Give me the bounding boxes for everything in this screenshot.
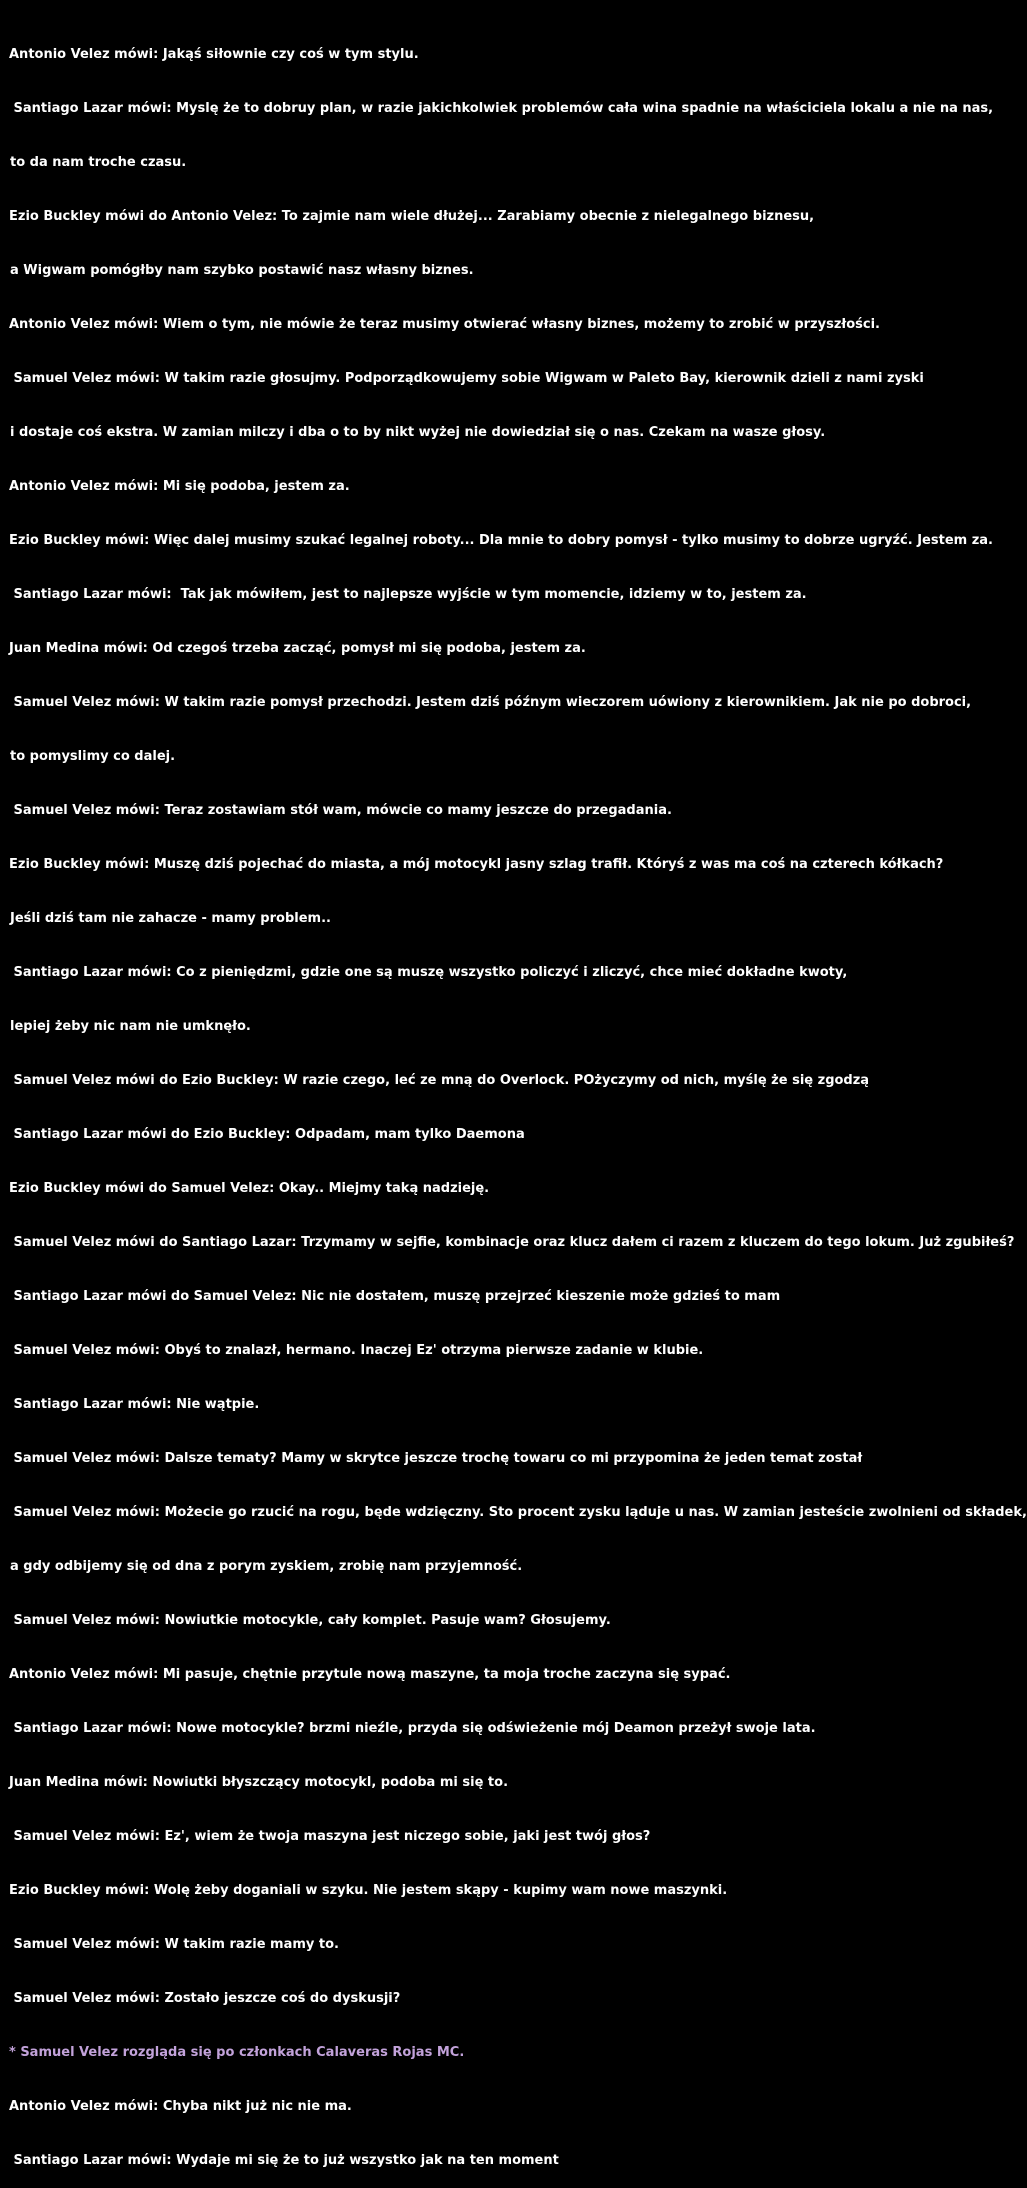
chat-line: Ezio Buckley mówi do Antonio Velez: To zajmie nam wiele dłużej... Zarabiamy obecnie z nielegalnego biznesu, <box>9 209 815 224</box>
chat-line-action: * Samuel Velez rozgląda się po członkach Calaveras Rojas MC. <box>9 2045 465 2060</box>
chat-line-continuation: a Wigwam pomógłby nam szybko postawić nasz własny biznes. <box>10 263 474 278</box>
chat-line-continuation: a gdy odbijemy się od dna z porym zyskiem, zrobię nam przyjemność. <box>10 1559 523 1574</box>
chat-line: Samuel Velez mówi: Ez', wiem że twoja maszyna jest niczego sobie, jaki jest twój głos? <box>9 1829 651 1844</box>
chat-line: Santiago Lazar mówi do Samuel Velez: Nic nie dostałem, muszę przejrzeć kieszenie może gdzieś to mam <box>9 1289 781 1304</box>
chat-line: Ezio Buckley mówi do Samuel Velez: Okay.. Miejmy taką nadzieję. <box>9 1181 490 1196</box>
chat-line: Santiago Lazar mówi: Wydaje mi się że to już wszystko jak na ten moment <box>9 2153 559 2168</box>
chat-line: Antonio Velez mówi: Chyba nikt już nic nie ma. <box>9 2099 352 2114</box>
chat-line: Santiago Lazar mówi: Nowe motocykle? brzmi nieźle, przyda się odświeżenie mój Deamon przeżył swoje lata. <box>9 1721 816 1736</box>
chat-line: Santiago Lazar mówi: Tak jak mówiłem, jest to najlepsze wyjście w tym momencie, idziemy w to, jestem za. <box>9 587 807 602</box>
chat-line-continuation: to pomyslimy co dalej. <box>10 749 176 764</box>
chat-line: Samuel Velez mówi: W takim razie mamy to. <box>9 1937 339 1952</box>
chat-line: Samuel Velez mówi: Dalsze tematy? Mamy w skrytce jeszcze trochę towaru co mi przypomina że jeden temat został <box>9 1451 863 1466</box>
chat-line: Antonio Velez mówi: Jakąś siłownie czy coś w tym stylu. <box>9 47 419 62</box>
chat-line: Samuel Velez mówi do Santiago Lazar: Trzymamy w sejfie, kombinacje oraz klucz dałem ci razem z kluczem do tego lokum. Już zgubiłeś? <box>9 1235 1015 1250</box>
chat-line: Santiago Lazar mówi: Co z pieniędzmi, gdzie one są muszę wszystko policzyć i zliczyć, chce mieć dokładne kwoty, <box>9 965 848 980</box>
chat-line: Juan Medina mówi: Od czegoś trzeba zacząć, pomysł mi się podoba, jestem za. <box>9 641 586 656</box>
chat-line: Santiago Lazar mówi: Myslę że to dobruy plan, w razie jakichkolwiek problemów cała wina spadnie na właściciela lokalu a nie na nas, <box>9 101 994 116</box>
chat-line-continuation: i dostaje coś ekstra. W zamian milczy i dba o to by nikt wyżej nie dowiedział się o nas. Czekam na wasze głosy. <box>10 425 826 440</box>
chat-line: Ezio Buckley mówi: Muszę dziś pojechać do miasta, a mój motocykl jasny szlag trafił. Któryś z was ma coś na czterech kółkach? <box>9 857 944 872</box>
chat-line: Samuel Velez mówi: Teraz zostawiam stół wam, mówcie co mamy jeszcze do przegadania. <box>9 803 672 818</box>
chat-line: Ezio Buckley mówi: Więc dalej musimy szukać legalnej roboty... Dla mnie to dobry pomysł - tylko musimy to dobrze ugryźć. Jestem za. <box>9 533 993 548</box>
chat-line: Antonio Velez mówi: Wiem o tym, nie mówie że teraz musimy otwierać własny biznes, możemy to zrobić w przyszłości. <box>9 317 880 332</box>
chat-line-continuation: lepiej żeby nic nam nie umknęło. <box>10 1019 251 1034</box>
chat-line: Santiago Lazar mówi: Nie wątpie. <box>9 1397 260 1412</box>
chat-line: Samuel Velez mówi: W takim razie pomysł przechodzi. Jestem dziś późnym wieczorem uówiony z kierownikiem. Jak nie po dobroci, <box>9 695 972 710</box>
chat-line: Samuel Velez mówi: Możecie go rzucić na rogu, będe wdzięczny. Sto procent zysku ląduje u nas. W zamian jesteście zwolnieni od składek, <box>9 1505 1027 1520</box>
chat-line: Juan Medina mówi: Nowiutki błyszczący motocykl, podoba mi się to. <box>9 1775 509 1790</box>
chat-line: Samuel Velez mówi: Obyś to znalazł, hermano. Inaczej Ez' otrzyma pierwsze zadanie w klubie. <box>9 1343 704 1358</box>
chat-line: Ezio Buckley mówi: Wolę żeby doganiali w szyku. Nie jestem skąpy - kupimy wam nowe maszynki. <box>9 1883 728 1898</box>
chat-line-continuation: to da nam troche czasu. <box>10 155 187 170</box>
chat-line: Samuel Velez mówi do Ezio Buckley: W razie czego, leć ze mną do Overlock. POżyczymy od nich, myślę że się zgodzą <box>9 1073 870 1088</box>
chat-line: Samuel Velez mówi: Nowiutkie motocykle, cały komplet. Pasuje wam? Głosujemy. <box>9 1613 611 1628</box>
chat-line: Santiago Lazar mówi do Ezio Buckley: Odpadam, mam tylko Daemona <box>9 1127 525 1142</box>
chat-line: Antonio Velez mówi: Mi pasuje, chętnie przytule nową maszyne, ta moja troche zaczyna się sypać. <box>9 1667 731 1682</box>
chat-log <box>9 10 1027 2188</box>
chat-line: Samuel Velez mówi: W takim razie głosujmy. Podporządkowujemy sobie Wigwam w Paleto Bay, kierownik dzieli z nami zyski <box>9 371 924 386</box>
chat-line-continuation: Jeśli dziś tam nie zahacze - mamy problem.. <box>10 911 331 926</box>
chat-line: Antonio Velez mówi: Mi się podoba, jestem za. <box>9 479 350 494</box>
chat-line: Samuel Velez mówi: Zostało jeszcze coś do dyskusji? <box>9 1991 401 2006</box>
